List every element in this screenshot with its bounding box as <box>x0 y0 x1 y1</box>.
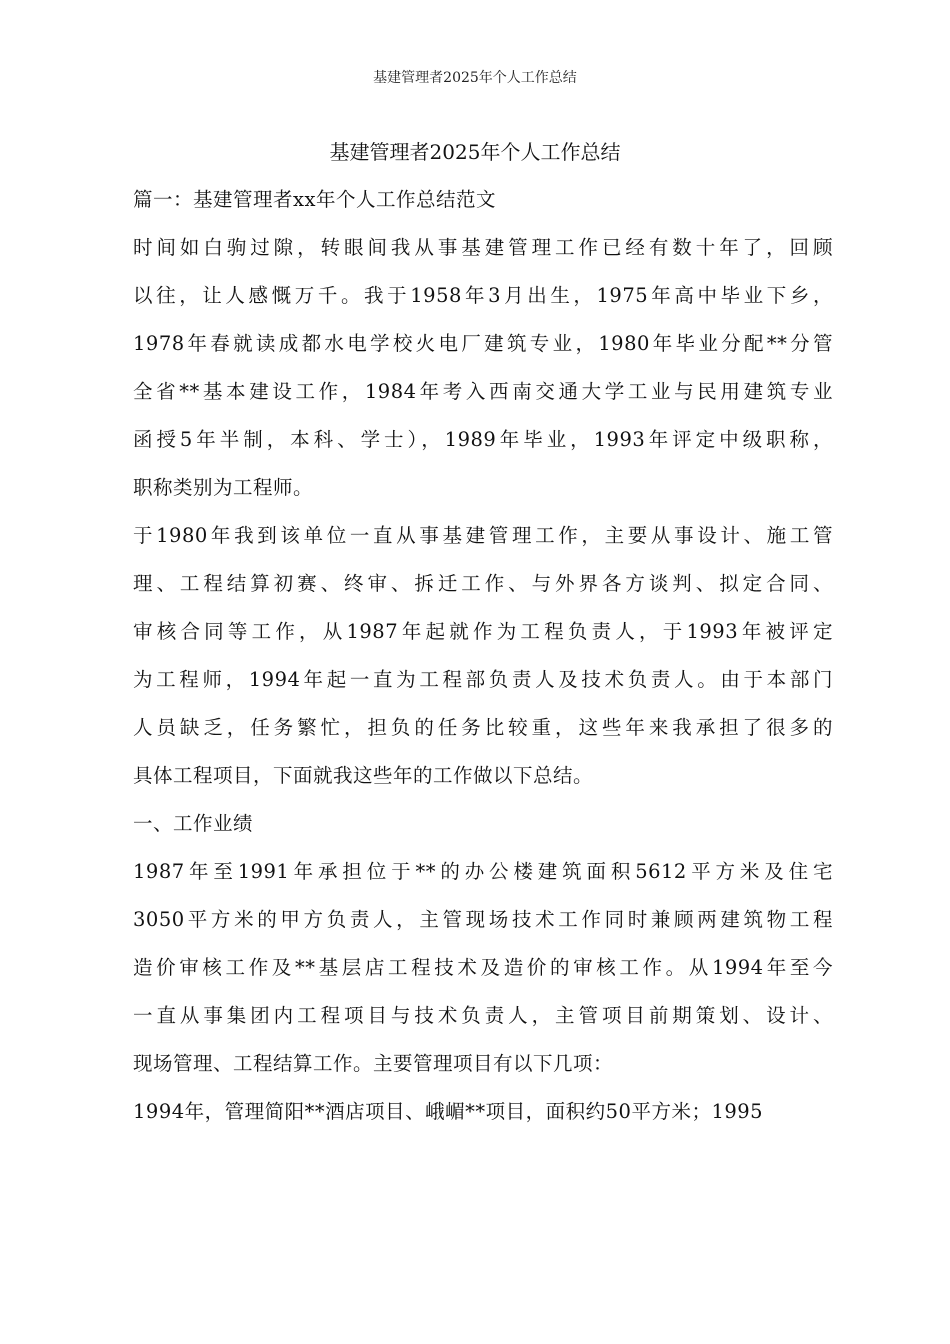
paragraph-line: 具体工程项目，下面就我这些年的工作做以下总结。 <box>133 764 594 787</box>
paragraph-line: 职称类别为工程师。 <box>133 476 314 499</box>
section-heading: 一、工作业绩 <box>133 812 254 835</box>
paragraph-line: 审核合同等工作，从1987年起就作为工程负责人，于1993年被评定 <box>133 620 833 643</box>
paragraph-line: 3050平方米的甲方负责人，主管现场技术工作同时兼顾两建筑物工程 <box>133 908 833 931</box>
paragraph-line: 1987年至1991年承担位于**的办公楼建筑面积5612平方米及住宅 <box>133 860 833 883</box>
paragraph-line: 1978年春就读成都水电学校火电厂建筑专业，1980年毕业分配**分管 <box>133 332 833 355</box>
paragraph-line: 造价审核工作及**基层店工程技术及造价的审核工作。从1994年至今 <box>133 956 833 979</box>
paragraph-line: 一直从事集团内工程项目与技术负责人，主管项目前期策划、设计、 <box>133 1004 833 1027</box>
document-title: 基建管理者2025年个人工作总结 <box>329 140 621 164</box>
paragraph-line: 函授5年半制，本科、学士），1989年毕业，1993年评定中级职称， <box>133 428 833 451</box>
paragraph-line: 于1980年我到该单位一直从事基建管理工作，主要从事设计、施工管 <box>133 524 833 547</box>
paragraph-line: 理、工程结算初赛、终审、拆迁工作、与外界各方谈判、拟定合同、 <box>133 572 833 595</box>
paragraph-line: 现场管理、工程结算工作。主要管理项目有以下几项： <box>133 1052 614 1075</box>
paragraph-line: 以往，让人感慨万千。我于1958年3月出生，1975年高中毕业下乡， <box>133 284 833 307</box>
document-body <box>133 183 833 1143</box>
running-header: 基建管理者2025年个人工作总结 <box>373 70 577 86</box>
section-heading: 篇一：基建管理者xx年个人工作总结范文 <box>133 188 496 211</box>
paragraph-line: 1994年，管理简阳**酒店项目、峨嵋**项目，面积约50平方米；1995 <box>133 1100 764 1123</box>
paragraph-line: 时间如白驹过隙，转眼间我从事基建管理工作已经有数十年了，回顾 <box>133 236 833 259</box>
paragraph-line: 全省**基本建设工作，1984年考入西南交通大学工业与民用建筑专业 <box>133 380 833 403</box>
paragraph-line: 为工程师，1994年起一直为工程部负责人及技术负责人。由于本部门 <box>133 668 833 691</box>
paragraph-line: 人员缺乏，任务繁忙，担负的任务比较重，这些年来我承担了很多的 <box>133 716 833 739</box>
